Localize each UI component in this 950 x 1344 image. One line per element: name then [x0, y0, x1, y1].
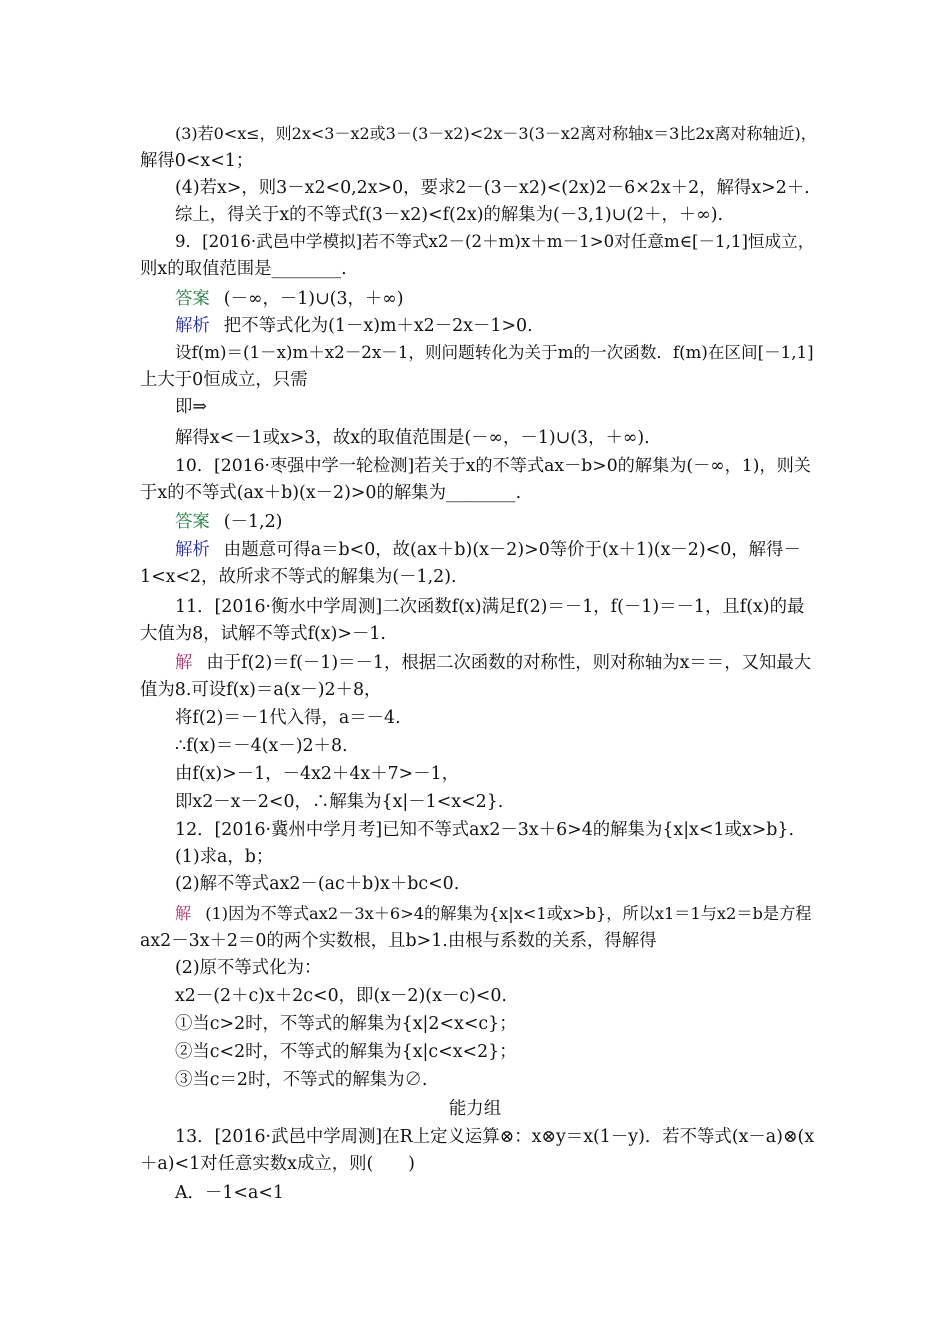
question-12: 12．[2016·冀州中学月考]已知不等式ax2－3x＋6>4的解集为{x|x<1或x>b}.	[175, 820, 794, 840]
text-line: 设f(m)＝(1－x)m＋x2－2x－1，则问题转化为关于m的一次函数．f(m)在区间[－1,1]	[175, 343, 814, 362]
text-line: ②当c<2时，不等式的解集为{x|c<x<2}；	[175, 1042, 517, 1062]
solution-line	[175, 901, 811, 927]
text-line: 即⇒	[175, 397, 207, 417]
text-line: (2)解不等式ax2－(ac＋b)x＋bc<0.	[175, 874, 460, 894]
text-line: (3)若0<x≤，则2x<3－x2或3－(3－x2)<2x－3(3－x2离对称轴x＝3比2x离对称轴近)，	[175, 124, 817, 143]
question-10: 10．[2016·枣强中学一轮检测]若关于x的不等式ax－b>0的解集为(－∞，1)，则关	[175, 456, 811, 476]
answer-line	[175, 509, 282, 535]
text-line: 大值为8，试解不等式f(x)>－1.	[140, 624, 386, 644]
text-line: ③当c＝2时，不等式的解集为∅.	[175, 1070, 428, 1090]
text-line: (2)原不等式化为：	[175, 958, 322, 978]
answer-text: (－∞，－1)∪(3，＋∞)	[223, 289, 404, 309]
text-line: ax2－3x＋2＝0的两个实数根，且b>1.由根与系数的关系，得解得	[140, 931, 657, 951]
answer-line	[175, 286, 404, 312]
text-line: (1)求a，b；	[175, 847, 274, 867]
question-13: 13．[2016·武邑中学周测]在R上定义运算⊗：x⊗y＝x(1－y)．若不等式(x－a)⊗(x	[175, 1127, 815, 1147]
answer-text: (－1,2)	[223, 512, 283, 532]
solution-text: 由于f(2)＝f(－1)＝－1，根据二次函数的对称性，则对称轴为x＝＝，又知最大	[206, 653, 812, 673]
text-line: 于x的不等式(ax＋b)(x－2)>0的解集为________.	[140, 483, 522, 503]
solution-text: (1)因为不等式ax2－3x＋6>4的解集为{x|x<1或x>b}，所以x1＝1与x2＝b是方程	[205, 904, 812, 923]
text-line: 解得x<－1或x>3，故x的取值范围是(－∞，－1)∪(3，＋∞).	[175, 428, 650, 448]
solution-label: 解	[175, 653, 193, 673]
question-11: 11．[2016·衡水中学周测]二次函数f(x)满足f(2)＝－1，f(－1)＝－1，且f(x)的最	[175, 597, 805, 617]
text-line: (4)若x>，则3－x2<0,2x>0，要求2－(3－x2)<(2x)2－6×2x＋2，解得x>2＋.	[175, 178, 810, 198]
analysis-label: 解析	[175, 540, 210, 560]
text-line: 解得0<x<1；	[140, 151, 254, 171]
text-line: 值为8.可设f(x)＝a(x－)2＋8，	[140, 680, 382, 700]
analysis-text: 把不等式化为(1－x)m＋x2－2x－1>0.	[223, 316, 533, 336]
answer-label: 答案	[175, 289, 210, 309]
analysis-text: 由题意可得a＝b<0，故(ax＋b)(x－2)>0等价于(x＋1)(x－2)<0，解得－	[223, 540, 801, 560]
section-heading: 能力组	[448, 1099, 502, 1119]
question-9: 9．[2016·武邑中学模拟]若不等式x2－(2＋m)x＋m－1>0对任意m∈[－1,1]恒成立，	[175, 232, 815, 251]
text-line: 即x2－x－2<0，∴解集为{x|－1<x<2}.	[175, 792, 504, 812]
solution-line	[175, 650, 811, 676]
text-line: 综上，得关于x的不等式f(3－x2)<f(2x)的解集为(－3,1)∪(2＋，＋∞).	[175, 205, 724, 225]
text-line: 则x的取值范围是________.	[140, 259, 347, 279]
analysis-label: 解析	[175, 316, 210, 336]
answer-label: 答案	[175, 512, 210, 532]
text-line: ①当c>2时，不等式的解集为{x|2<x<c}；	[175, 1014, 517, 1034]
analysis-line	[175, 313, 533, 339]
text-line: x2－(2＋c)x＋2c<0，即(x－2)(x－c)<0.	[175, 986, 507, 1006]
solution-label: 解	[175, 904, 192, 923]
text-line: 1<x<2，故所求不等式的解集为(－1,2).	[140, 567, 457, 587]
text-line: 将f(2)＝－1代入得，a＝－4.	[175, 708, 401, 728]
text-line: ＋a)<1对任意实数x成立，则( )	[140, 1154, 415, 1174]
analysis-line	[175, 537, 801, 563]
text-line: ∴f(x)＝－4(x－)2＋8.	[175, 736, 348, 756]
option-a: A．－1<a<1	[175, 1183, 284, 1203]
text-line: 上大于0恒成立，只需	[140, 370, 308, 390]
text-line: 由f(x)>－1，－4x2＋4x＋7>－1，	[175, 764, 460, 784]
